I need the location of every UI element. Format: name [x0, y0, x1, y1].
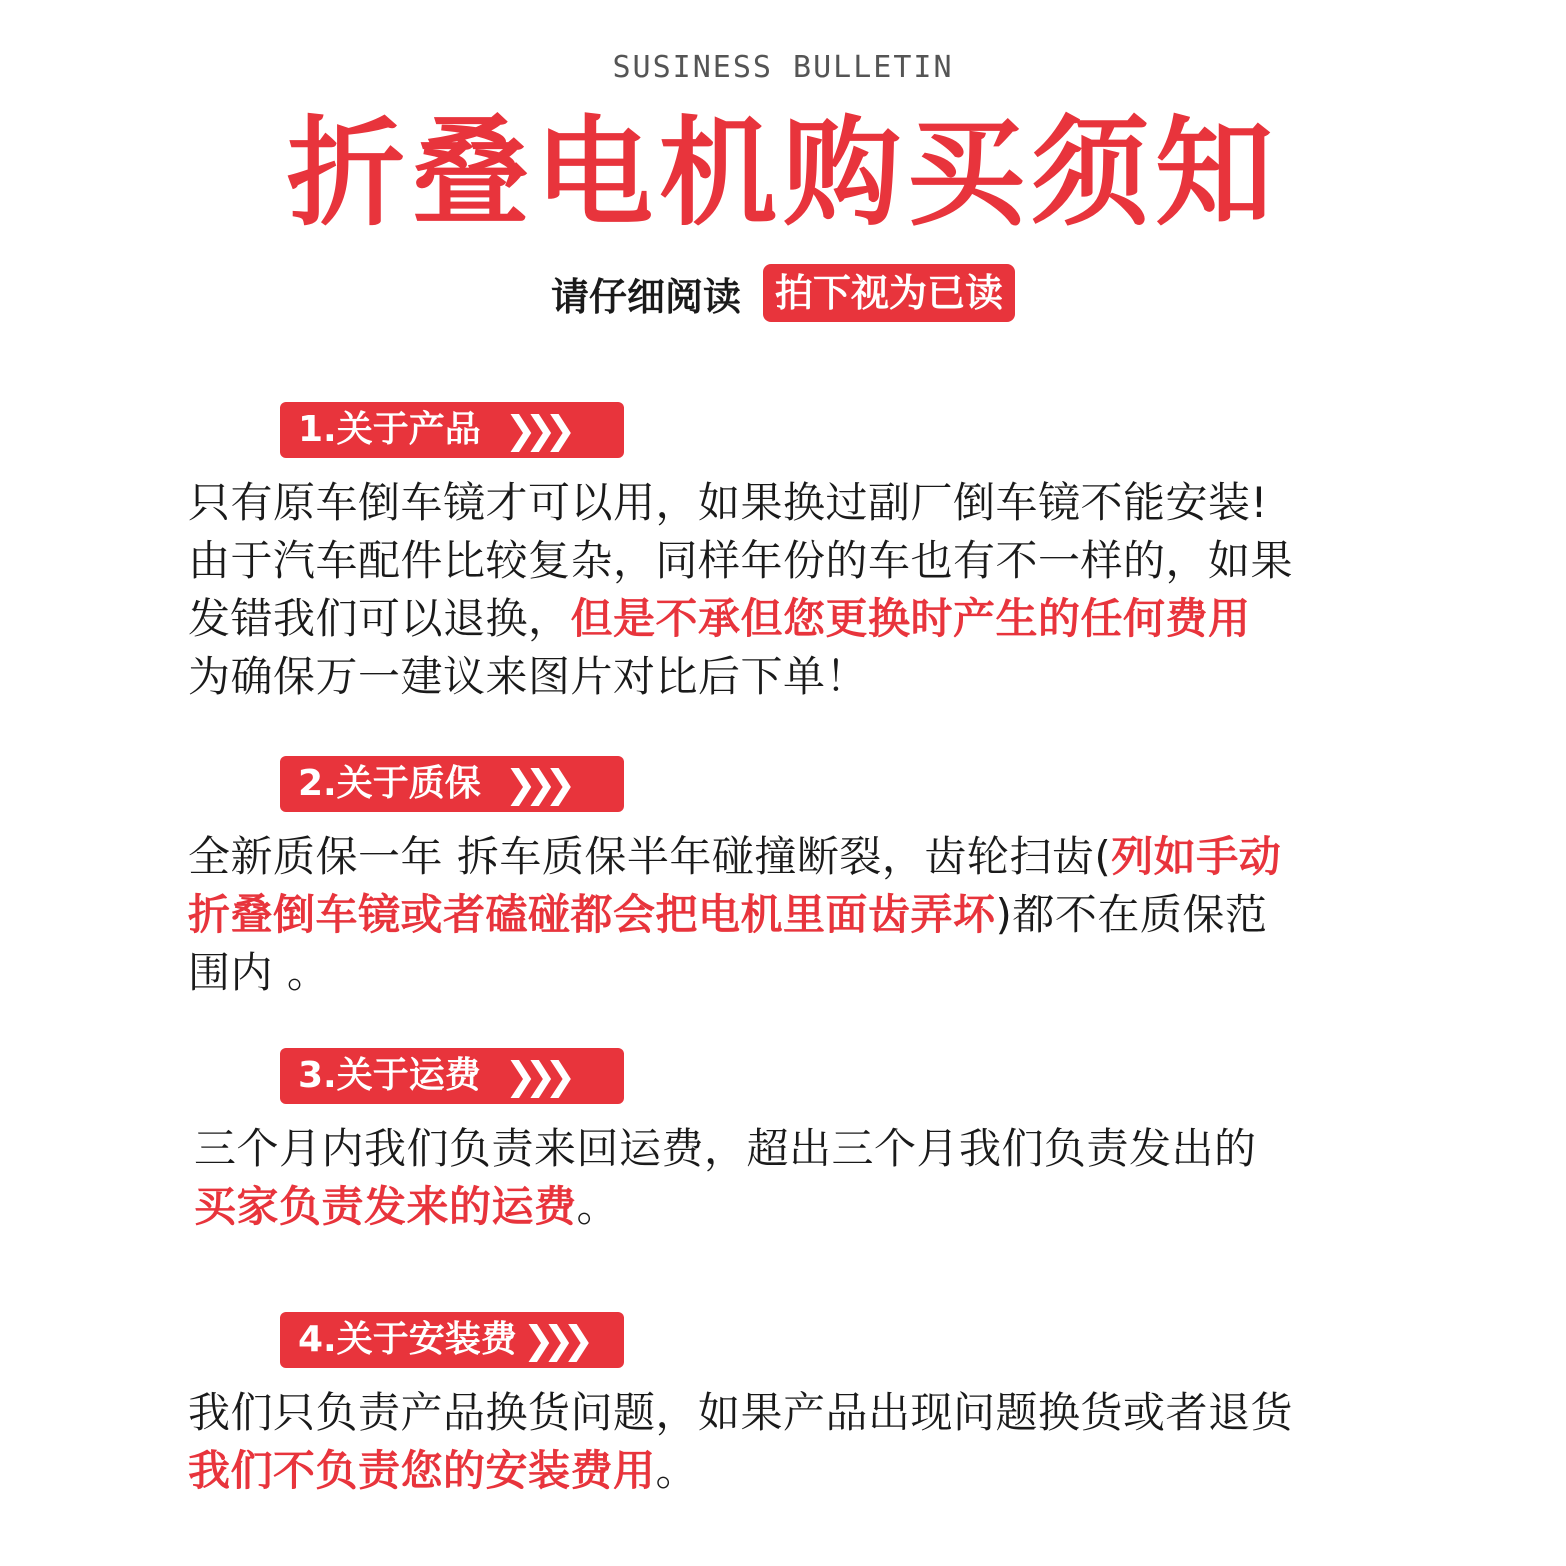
eyebrow-label: SUSINESS BULLETIN [612, 50, 954, 85]
text-fragment: 发错我们可以退换， [188, 594, 571, 643]
text-line [194, 1178, 1404, 1236]
triple-chevron-right-icon: ❯❯❯ [504, 408, 565, 452]
highlight-text: 折叠倒车镜或者磕碰都会把电机里面齿弄坏 [188, 890, 996, 939]
text-fragment: )都不在质保范 [995, 890, 1268, 939]
section-tag-warranty [280, 756, 624, 812]
section-text-warranty [188, 828, 1398, 1002]
section-tag-label: 2.关于质保 [298, 763, 481, 804]
text-line: 我们只负责产品换货问题，如果产品出现问题换货或者退货 [188, 1388, 1294, 1437]
text-line [188, 590, 1398, 648]
text-fragment: 。 [655, 1446, 699, 1495]
highlight-text: 列如手动 [1111, 832, 1282, 881]
text-line: 只有原车倒车镜才可以用，如果换过副厂倒车镜不能安装! [188, 478, 1268, 527]
section-tag-shipping [280, 1048, 624, 1104]
highlight-text: 我们不负责您的安装费用 [188, 1446, 656, 1495]
section-tag-label: 1.关于产品 [298, 409, 481, 450]
section-tag-product [280, 402, 624, 458]
text-line [188, 886, 1398, 944]
section-text-shipping [194, 1120, 1404, 1236]
text-line: 三个月内我们负责来回运费，超出三个月我们负责发出的 [194, 1124, 1257, 1173]
text-line: 围内 。 [188, 948, 330, 997]
read-confirm-badge: 拍下视为已读 [763, 264, 1015, 322]
highlight-text: 但是不承但您更换时产生的任何费用 [570, 594, 1251, 643]
section-tag-label: 3.关于运费 [298, 1055, 481, 1096]
text-line [188, 1442, 1398, 1500]
text-fragment: 。 [576, 1182, 620, 1231]
text-fragment: 全新质保一年 拆车质保半年碰撞断裂，齿轮扫齿( [188, 832, 1112, 881]
section-text-install [188, 1384, 1398, 1500]
subtitle-row [0, 264, 1566, 322]
triple-chevron-right-icon: ❯❯❯ [504, 1054, 565, 1098]
section-tag-label: 4.关于安装费 [298, 1319, 517, 1360]
read-carefully-text: 请仔细阅读 [550, 274, 741, 319]
text-line: 为确保万一建议来图片对比后下单！ [188, 652, 869, 701]
triple-chevron-right-icon: ❯❯❯ [522, 1318, 583, 1362]
page-title: 折叠电机购买须知 [286, 104, 1279, 242]
text-line [188, 828, 1398, 886]
highlight-text: 买家负责发来的运费 [194, 1182, 577, 1231]
section-text-product [188, 474, 1398, 706]
text-line: 由于汽车配件比较复杂，同样年份的车也有不一样的，如果 [188, 536, 1294, 585]
triple-chevron-right-icon: ❯❯❯ [504, 762, 565, 806]
section-tag-install [280, 1312, 624, 1368]
